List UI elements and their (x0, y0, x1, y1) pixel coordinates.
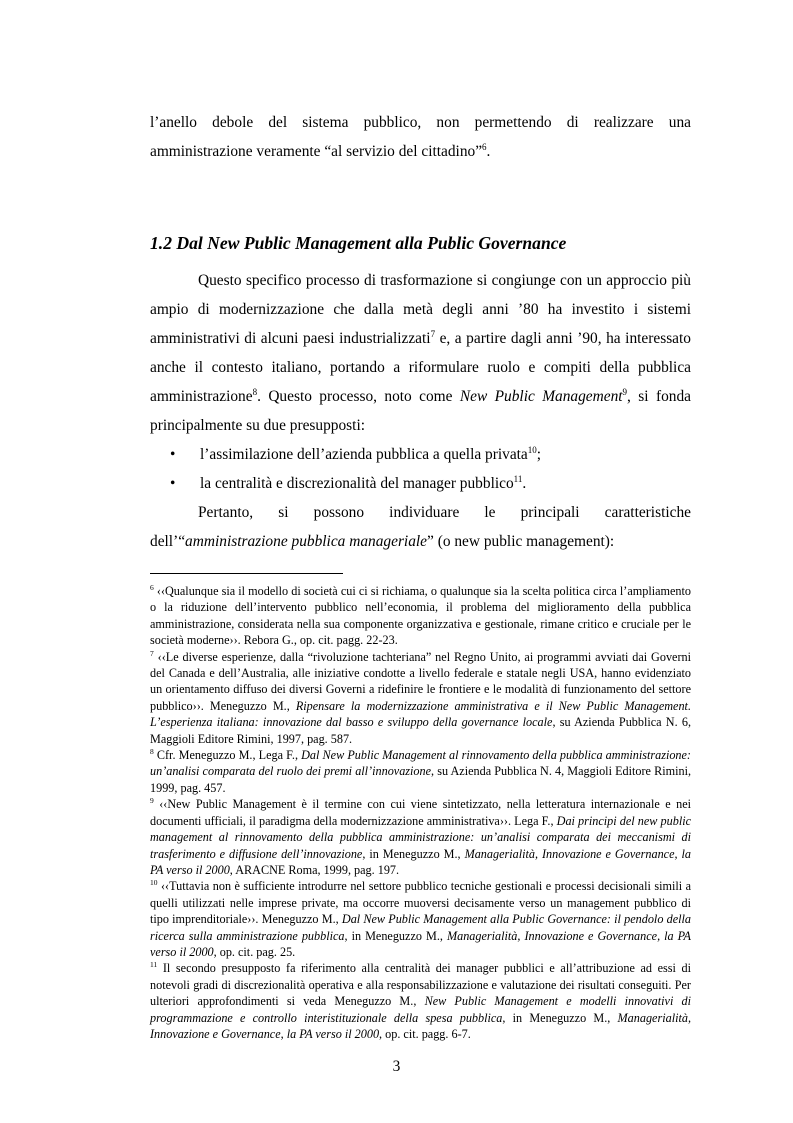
paragraph-npm-term: New Public Management (459, 388, 623, 405)
list-item-text: l’assimilazione dell’azienda pubblica a quella privata (200, 446, 528, 463)
document-page (150, 108, 691, 1042)
paragraph-characteristics-term: amministrazione pubblica manageriale (185, 533, 428, 550)
footnote-text: Il secondo presupposto fa riferimento alla centralità dei manager pubblici e all’attribuzione ad essi di notevoli gradi di discrezionalità operativa e alla responsabilizzazione e valutazione dei risultati conseguiti. Per ulteriori approfondimenti si veda Meneguzzo M., (150, 961, 691, 1009)
footnote-number: 6 (150, 582, 154, 592)
footnote-text: , in Meneguzzo M., (344, 928, 447, 943)
footnote-number: 9 (150, 796, 154, 806)
footnote-cited-title: Managerialità, Innovazione e Governance, la PA verso il 2000 (150, 928, 691, 959)
footnote-cited-title: Managerialità, Innovazione e Governance, la PA verso il 2000 (150, 846, 691, 877)
bullet-icon: • (170, 446, 176, 463)
section-heading: 1.2 Dal New Public Management alla Public Governance (150, 233, 567, 253)
footnote-number: 8 (150, 747, 154, 756)
footnote-11 (150, 960, 691, 1042)
footnote-text: Cfr. Meneguzzo M., Lega F., (153, 748, 302, 763)
intro-text: l’anello debole del sistema pubblico, non permettendo di realizzare una amministrazione veramente “al servizio del cittadino” (150, 114, 691, 160)
assumptions-list (150, 440, 691, 498)
paragraph-characteristics (150, 498, 691, 556)
paragraph-npm-text-b: e, a partire dagli anni ’90, ha interessato anche il contesto italiano, portando a riformulare ruolo e compiti della pubblica amministrazione (150, 330, 691, 405)
list-item (150, 469, 691, 498)
paragraph-npm (150, 266, 691, 440)
list-item (150, 440, 691, 469)
intro-paragraph (150, 108, 691, 166)
paragraph-npm-text-a: Questo specifico processo di trasformazione si congiunge con un approccio più ampio di modernizzazione che dalla metà degli anni ’80 ha investito i sistemi amministrativi di alcuni paesi industrializzati (150, 272, 691, 347)
footnote-cited-title: Ripensare la modernizzazione amministrativa e il New Public Management. L’esperienza italiana: innovazione dal basso e sviluppo della governance locale (150, 698, 691, 730)
footnote-cited-title: Managerialità, Innovazione e Governance, la PA verso il 2000 (150, 1010, 691, 1041)
footnote-6 (150, 583, 691, 649)
footnote-separator (150, 573, 343, 574)
footnote-text: , su Azienda Pubblica N. 4, Maggioli Editore Rimini, 1999, pag. 457. (150, 764, 692, 795)
intro-end: . (486, 143, 491, 160)
footnote-text: , in Meneguzzo M., (362, 846, 465, 861)
footnote-text: , su Azienda Pubblica N. 6, Maggioli Editore Rimini, 1997, pag. 587. (150, 715, 692, 746)
footnote-text: ‹‹Qualunque sia il modello di società cui ci si richiama, o qualunque sia la scelta politica circa l’ampliamento o la riduzione dell’intervento pubblico nell’economia, il problema del miglioramento della pubblica amministrazione, considerata nella sua componente organizzativa e gestionale, rimane critico e cruciale per le società moderne››. Rebora G., op. cit. pagg. 22-23. (150, 584, 691, 648)
list-item-end: ; (536, 446, 542, 463)
footnote-text: ‹‹Tuttavia non è sufficiente introdurre nel settore pubblico tecniche gestionali e processi decisionali simili a quelli utilizzati nelle imprese private, ma occorre muoversi decisamente verso un management pubblico di tipo imprenditoriale››. Meneguzzo M., (150, 879, 691, 927)
footnote-ref-9[interactable]: 9 (622, 386, 628, 397)
footnote-number: 11 (150, 960, 158, 970)
footnote-ref-7[interactable]: 7 (430, 328, 436, 339)
footnote-cited-title: Dai principi del new public management al rinnovamento della pubblica amministrazione: un’analisi comparata dei meccanismi di trasferimento e diffusione dell’innovazione (150, 813, 692, 861)
footnote-7 (150, 649, 691, 747)
footnote-text: ‹‹Le diverse esperienze, dalla “rivoluzione tachteriana” nel Regno Unito, ai programmi avviati dai Governi del Canada e dell’Australia, alle iniziative condotte a livello federale e statale negli USA, hanno evidenziato un orientamento diffuso dei diversi Governi a ridefinire le frontiere e le modalità di funzionamento del settore pubblico››. Meneguzzo M., (150, 649, 691, 713)
footnote-text: , op. cit. pagg. 6-7. (379, 1026, 471, 1041)
paragraph-characteristics-text-a: Pertanto, si possono individuare le principali caratteristiche dell’“ (150, 504, 691, 550)
footnote-10 (150, 878, 691, 960)
footnote-ref-10[interactable]: 10 (527, 444, 537, 455)
page-number: 3 (392, 1058, 401, 1075)
footnote-9 (150, 796, 691, 878)
list-item-text: la centralità e discrezionalità del manager pubblico (200, 475, 514, 492)
footnote-text: , in Meneguzzo M., (502, 1010, 618, 1025)
footnote-8 (150, 747, 691, 796)
footnote-cited-title: New Public Management e modelli innovativi di programmazione e controllo interistituzionale della spesa pubblica (150, 994, 692, 1025)
footnote-cited-title: Dal New Public Management al rinnovamento della pubblica amministrazione: un’analisi comparata del ruolo dei premi all’innovazione (150, 748, 691, 779)
paragraph-characteristics-text-b: ” (o new public management): (427, 533, 615, 550)
paragraph-npm-text-c: . Questo processo, noto come (257, 388, 460, 405)
footnote-number: 7 (150, 648, 154, 658)
list-item-end: . (522, 475, 527, 492)
footnote-text: ‹‹New Public Management è il termine con cui viene sintetizzato, nella letteratura internazionale e nei documenti ufficiali, il paradigma della modernizzazione amministrativa››. Lega F., (150, 797, 691, 828)
footnote-cited-title: Dal New Public Management alla Public Governance: il pendolo della ricerca sulla amministrazione pubblica (150, 912, 691, 943)
paragraph-npm-text-d: , si fonda principalmente su due presupposti: (150, 388, 691, 434)
bullet-icon: • (170, 475, 176, 492)
footnote-ref-8[interactable]: 8 (252, 386, 258, 397)
footnote-ref-6[interactable]: 6 (482, 141, 487, 152)
footnote-number: 10 (150, 878, 158, 888)
footnote-text: , ARACNE Roma, 1999, pag. 197. (229, 862, 400, 877)
footnote-text: , op. cit. pag. 25. (213, 944, 296, 959)
footnote-ref-11[interactable]: 11 (513, 473, 523, 484)
